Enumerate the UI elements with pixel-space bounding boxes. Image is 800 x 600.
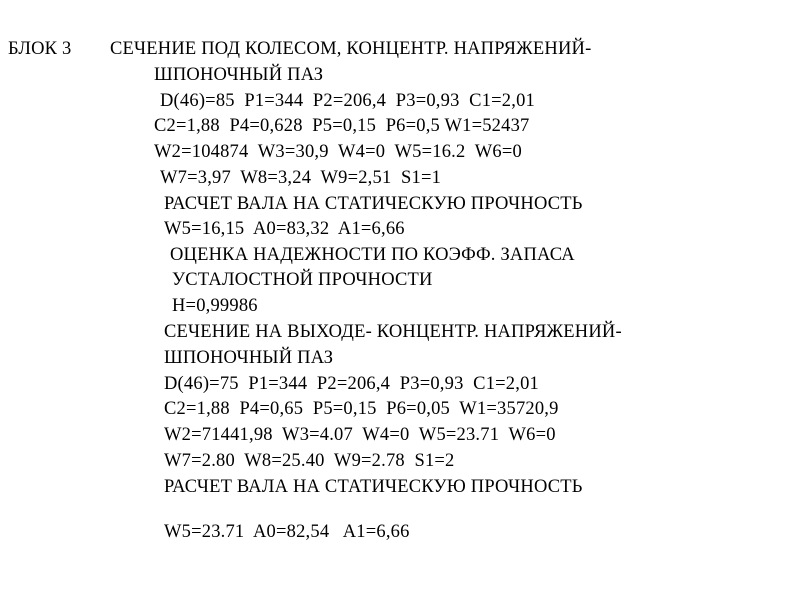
block-label: БЛОК 3	[8, 39, 72, 59]
output-parameters-line-1: D(46)=75 P1=344 P2=206,4 P3=0,93 C1=2,01	[164, 374, 539, 394]
output-section-title-line-1: СЕЧЕНИЕ НА ВЫХОДЕ- КОНЦЕНТР. НАПРЯЖЕНИЙ-	[164, 322, 622, 342]
reliability-heading-line-2: УСТАЛОСТНОЙ ПРОЧНОСТИ	[172, 270, 433, 290]
output-parameters-line-3: W2=71441,98 W3=4.07 W4=0 W5=23.71 W6=0	[164, 425, 556, 445]
reliability-heading-line-1: ОЦЕНКА НАДЕЖНОСТИ ПО КОЭФФ. ЗАПАСА	[170, 245, 575, 265]
parameters-line-3: W2=104874 W3=30,9 W4=0 W5=16.2 W6=0	[154, 142, 522, 162]
output-parameters-line-2: C2=1,88 P4=0,65 P5=0,15 P6=0,05 W1=35720,9	[164, 399, 559, 419]
parameters-line-1: D(46)=85 P1=344 P2=206,4 P3=0,93 C1=2,01	[160, 91, 535, 111]
static-strength-heading-1: РАСЧЕТ ВАЛА НА СТАТИЧЕСКУЮ ПРОЧНОСТЬ	[164, 194, 583, 214]
parameters-line-2: C2=1,88 P4=0,628 P5=0,15 P6=0,5 W1=52437	[154, 116, 530, 136]
reliability-result: H=0,99986	[172, 296, 258, 316]
static-strength-result-2: W5=23.71 A0=82,54 A1=6,66	[164, 522, 410, 542]
output-parameters-line-4: W7=2.80 W8=25.40 W9=2.78 S1=2	[164, 451, 455, 471]
output-section-title-line-2: ШПОНОЧНЫЙ ПАЗ	[164, 348, 334, 368]
parameters-line-4: W7=3,97 W8=3,24 W9=2,51 S1=1	[160, 168, 442, 188]
section-title-line-2: ШПОНОЧНЫЙ ПАЗ	[154, 65, 324, 85]
section-title-line-1: СЕЧЕНИЕ ПОД КОЛЕСОМ, КОНЦЕНТР. НАПРЯЖЕНИЙ-	[110, 39, 592, 59]
static-strength-result-1: W5=16,15 A0=83,32 A1=6,66	[164, 219, 405, 239]
static-strength-heading-2: РАСЧЕТ ВАЛА НА СТАТИЧЕСКУЮ ПРОЧНОСТЬ	[164, 477, 583, 497]
